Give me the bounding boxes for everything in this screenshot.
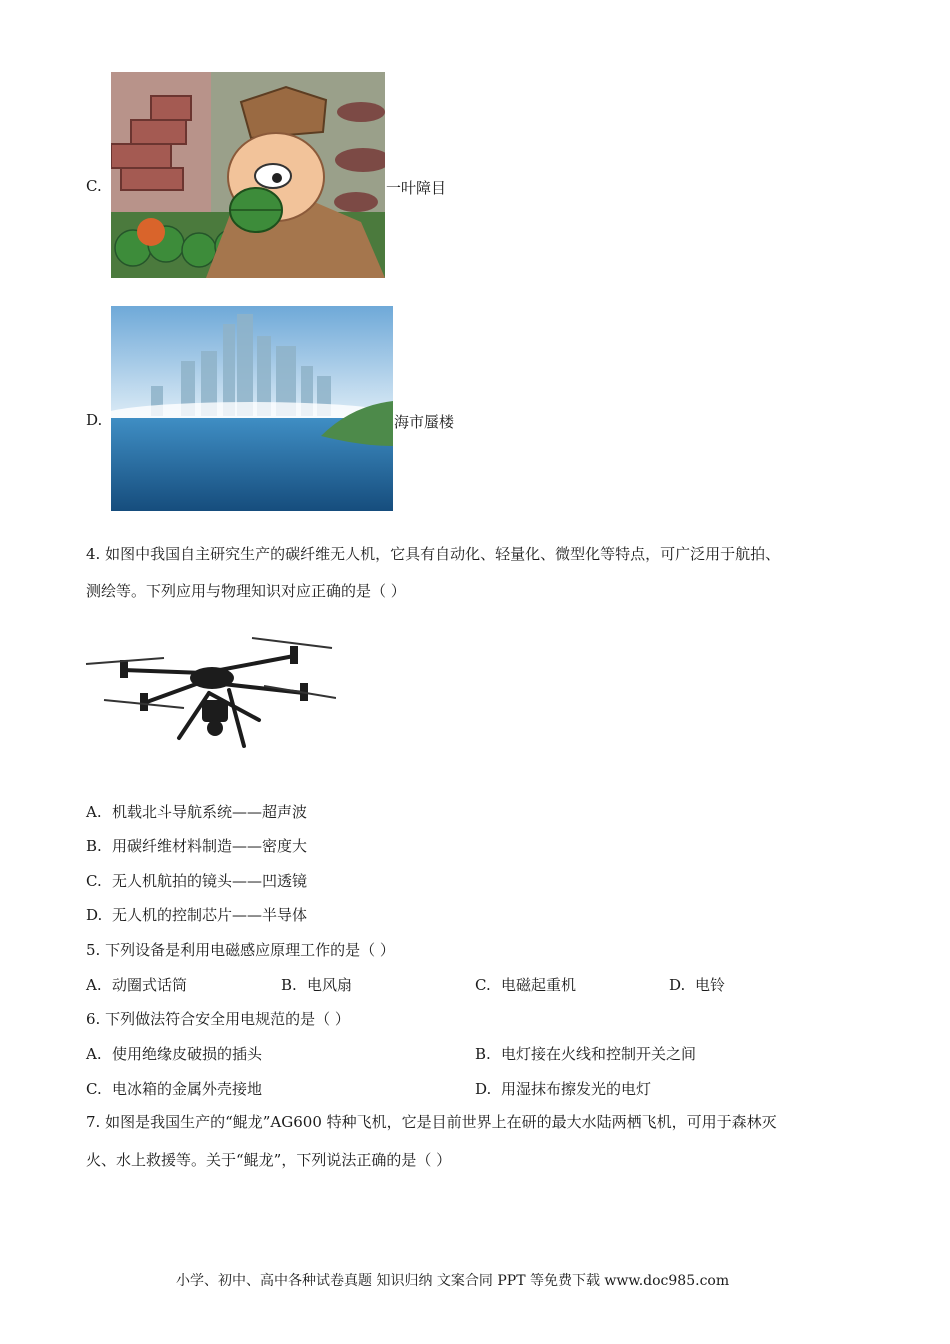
q5-option-c bbox=[475, 974, 576, 995]
q7-stem-line2: 火、水上救援等。关于“鲲龙”，下列说法正确的是（ ） bbox=[86, 1151, 452, 1169]
q4-stem-line1: 4. 如图中我国自主研究生产的碳纤维无人机，它具有自动化、轻量化、微型化等特点，可广泛用于航拍、 bbox=[86, 545, 781, 563]
option-c-text: 一叶障目 bbox=[386, 179, 447, 197]
option-letter: C. bbox=[475, 976, 491, 994]
q5-option-b bbox=[281, 974, 352, 995]
option-d-letter: D. bbox=[86, 411, 103, 429]
q6-option-d bbox=[475, 1078, 651, 1099]
q7-stem-line1: 7. 如图是我国生产的“鲲龙”AG600 特种飞机，它是目前世界上在研的最大水陆两栖飞机，可用于森林灭 bbox=[86, 1113, 777, 1131]
q4-option-a bbox=[86, 801, 307, 822]
mirage-image bbox=[111, 306, 393, 511]
option-text: 使用绝缘皮破损的插头 bbox=[112, 1045, 263, 1063]
option-text: 电灯接在火线和控制开关之间 bbox=[501, 1045, 697, 1063]
option-text: 用湿抹布擦发光的电灯 bbox=[501, 1080, 652, 1098]
option-text: 电风扇 bbox=[307, 976, 353, 994]
option-letter: A. bbox=[86, 1045, 102, 1063]
q4-option-c bbox=[86, 870, 307, 891]
option-letter: B. bbox=[86, 837, 102, 855]
drone-image bbox=[84, 628, 336, 756]
option-letter: D. bbox=[475, 1080, 492, 1098]
q6-option-c bbox=[86, 1078, 262, 1099]
cartoon-leaf-image bbox=[111, 72, 385, 278]
q5-option-a bbox=[86, 974, 187, 995]
option-d-text: 海市蜃楼 bbox=[394, 413, 455, 431]
option-text: 无人机的控制芯片——半导体 bbox=[112, 906, 308, 924]
q4-stem-line2: 测绘等。下列应用与物理知识对应正确的是（ ） bbox=[86, 582, 406, 600]
option-text: 动圈式话筒 bbox=[112, 976, 188, 994]
option-text: 电磁起重机 bbox=[501, 976, 577, 994]
option-text: 机载北斗导航系统——超声波 bbox=[112, 803, 308, 821]
option-text: 无人机航拍的镜头——凹透镜 bbox=[112, 872, 308, 890]
option-letter: D. bbox=[86, 906, 103, 924]
q5-option-d bbox=[669, 974, 725, 995]
option-letter: C. bbox=[86, 1080, 102, 1098]
option-text: 用碳纤维材料制造——密度大 bbox=[112, 837, 308, 855]
option-letter: B. bbox=[281, 976, 297, 994]
option-text: 电铃 bbox=[695, 976, 726, 994]
q6-option-a bbox=[86, 1043, 262, 1064]
option-letter: D. bbox=[669, 976, 686, 994]
option-c-letter: C. bbox=[86, 177, 102, 195]
option-letter: B. bbox=[475, 1045, 491, 1063]
q6-option-b bbox=[475, 1043, 696, 1064]
option-letter: A. bbox=[86, 803, 102, 821]
q4-option-b bbox=[86, 835, 307, 856]
q5-stem: 5. 下列设备是利用电磁感应原理工作的是（ ） bbox=[86, 941, 395, 959]
option-letter: A. bbox=[86, 976, 102, 994]
q4-option-d bbox=[86, 904, 307, 925]
option-letter: C. bbox=[86, 872, 102, 890]
option-text: 电冰箱的金属外壳接地 bbox=[112, 1080, 263, 1098]
q6-stem: 6. 下列做法符合安全用电规范的是（ ） bbox=[86, 1010, 350, 1028]
page-footer: 小学、初中、高中各种试卷真题 知识归纳 文案合同 PPT 等免费下载 www.doc985.com bbox=[176, 1273, 730, 1289]
